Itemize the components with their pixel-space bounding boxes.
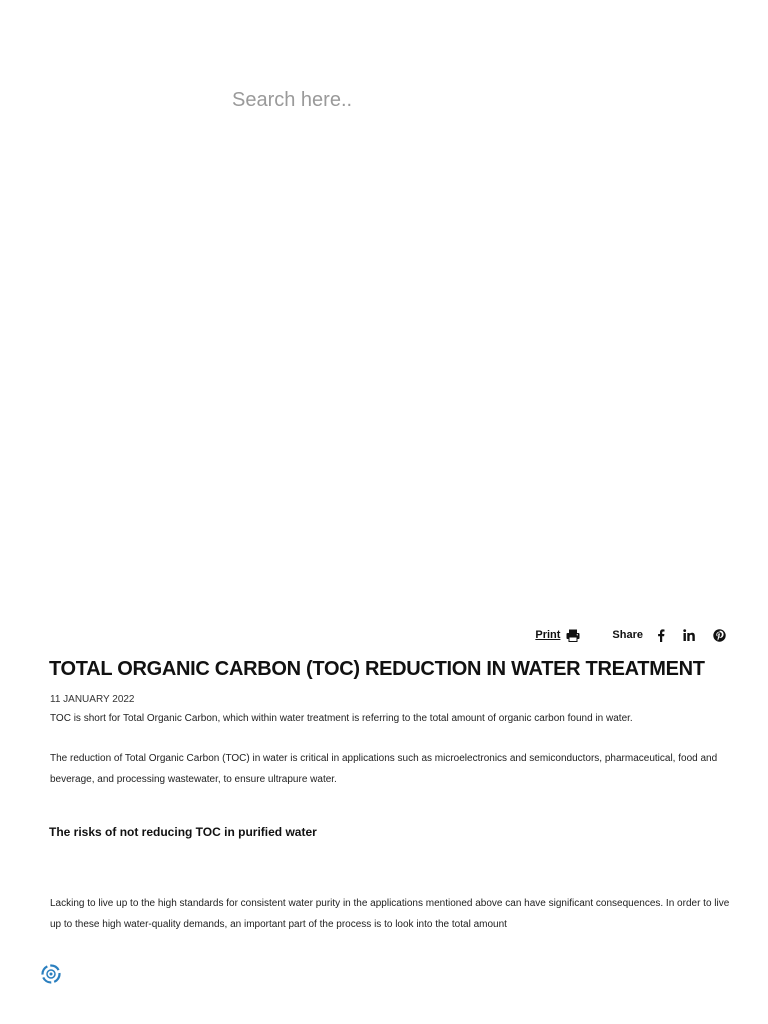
print-button[interactable] (535, 629, 580, 642)
article-toolbar (535, 624, 726, 646)
paragraph-toc-definition: TOC is short for Total Organic Carbon, which within water treatment is referring to the total amount of organic carbon found in water. (50, 713, 633, 724)
print-label: Print (535, 629, 561, 641)
linkedin-icon[interactable] (683, 628, 695, 642)
share-label: Share (612, 629, 643, 641)
share-group (612, 628, 726, 642)
page-title: TOTAL ORGANIC CARBON (TOC) REDUCTION IN WATER TREATMENT (49, 658, 705, 680)
article-date: 11 JANUARY 2022 (50, 694, 135, 705)
printer-icon (566, 629, 580, 642)
facebook-icon[interactable] (657, 628, 665, 642)
pinterest-icon[interactable] (713, 628, 726, 642)
search-input[interactable] (232, 84, 652, 116)
cookie-settings-icon[interactable] (40, 963, 62, 985)
paragraph-toc-reduction: The reduction of Total Organic Carbon (TOC) in water is critical in applications such as microelectronics and semiconductors, pharmaceutical, food and beverage, and processing wastewater, to ensure ultrapure water. (50, 753, 718, 785)
section-heading: The risks of not reducing TOC in purified water (49, 825, 317, 839)
paragraph-water-purity: Lacking to live up to the high standards for consistent water purity in the applications mentioned above can have significant consequences. In order to live up to these high water-quality demands, an important part of the process is to look into the total amount (50, 898, 730, 929)
